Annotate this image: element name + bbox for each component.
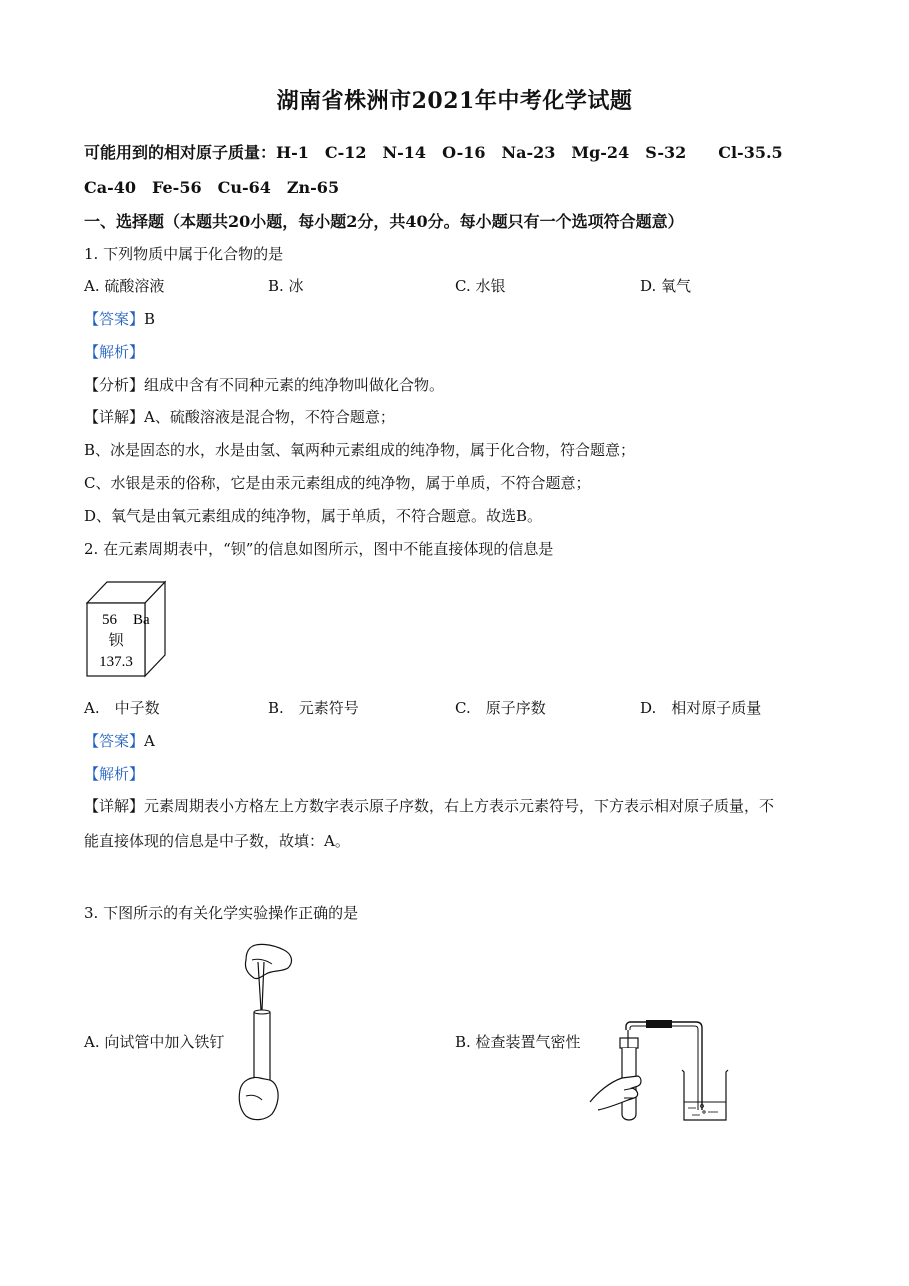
airtightness-check-figure <box>588 1018 736 1126</box>
cell-element-name: 钡 <box>108 631 124 649</box>
q2-analysis-tag: 【解析】 <box>84 765 145 783</box>
q2-detail-2: 能直接体现的信息是中子数，故填：A。 <box>84 832 350 850</box>
section-heading-choice: 一、选择题（本题共20小题，每小题2分，共40分。每小题只有一个选项符合题意） <box>84 212 684 231</box>
q1-stem: 1. 下列物质中属于化合物的是 <box>84 245 284 263</box>
q1-option-a: A. 硫酸溶液 <box>84 277 165 295</box>
q2-detail-tag: 【详解】 <box>84 797 145 815</box>
document-title: 湖南省株洲市2021年中考化学试题 <box>276 88 633 114</box>
q1-answer <box>84 308 155 329</box>
q2-option-c: C. 原子序数 <box>455 699 546 717</box>
cell-atomic-mass: 137.3 <box>99 654 133 670</box>
q1-fenxi-text: 组成中含有不同种元素的纯净物叫做化合物。 <box>144 376 445 394</box>
q2-option-a: A. 中子数 <box>84 699 160 717</box>
q2-option-b: B. 元素符号 <box>268 699 359 717</box>
q1-option-c: C. 水银 <box>455 277 506 295</box>
q3-option-a: A. 向试管中加入铁钉 <box>84 1033 225 1051</box>
q1-detail-a <box>84 406 395 427</box>
q2-answer <box>84 730 155 751</box>
q1-detail-c: C、水银是汞的俗称，它是由汞元素组成的纯净物，属于单质，不符合题意； <box>84 474 591 492</box>
q2-option-d: D. 相对原子质量 <box>640 699 762 717</box>
iron-nail-test-tube-figure <box>232 940 298 1126</box>
q1-detail-tag: 【详解】 <box>84 408 145 426</box>
q1-option-d: D. 氧气 <box>640 277 692 295</box>
q2-answer-value: A <box>144 732 155 750</box>
cell-atomic-number: 56 <box>102 612 117 628</box>
q1-answer-tag: 【答案】 <box>84 310 145 328</box>
q2-detail-1-text: 元素周期表小方格左上方数字表示原子序数，右上方表示元素符号，下方表示相对原子质量，不 <box>144 797 775 815</box>
q1-detail-a-text: A、硫酸溶液是混合物，不符合题意； <box>144 408 395 426</box>
q1-detail-d: D、氧气是由氧元素组成的纯净物，属于单质，不符合题意。故选B。 <box>84 507 543 525</box>
q3-stem: 3. 下图所示的有关化学实验操作正确的是 <box>84 904 359 922</box>
q3-option-b: B. 检查装置气密性 <box>455 1033 581 1051</box>
atomic-mass-line-2: Ca-40 Fe-56 Cu-64 Zn-65 <box>84 178 340 197</box>
q2-detail-1 <box>84 795 774 816</box>
atomic-mass-line-1: 可能用到的相对原子质量：H-1 C-12 N-14 O-16 Na-23 Mg-24 S-32 Cl-35.5 <box>84 143 783 162</box>
q1-answer-value: B <box>144 310 156 328</box>
periodic-cell-figure <box>86 580 166 678</box>
q1-fenxi-tag: 【分析】 <box>84 376 145 394</box>
q2-stem: 2. 在元素周期表中，“钡”的信息如图所示，图中不能直接体现的信息是 <box>84 540 554 558</box>
cell-element-symbol: Ba <box>133 612 150 628</box>
q1-option-b: B. 冰 <box>268 277 304 295</box>
q2-answer-tag: 【答案】 <box>84 732 145 750</box>
q1-detail-b: B、冰是固态的水，水是由氢、氧两种元素组成的纯净物，属于化合物，符合题意； <box>84 441 636 459</box>
q1-analysis-tag: 【解析】 <box>84 343 145 361</box>
q1-fenxi <box>84 374 444 395</box>
